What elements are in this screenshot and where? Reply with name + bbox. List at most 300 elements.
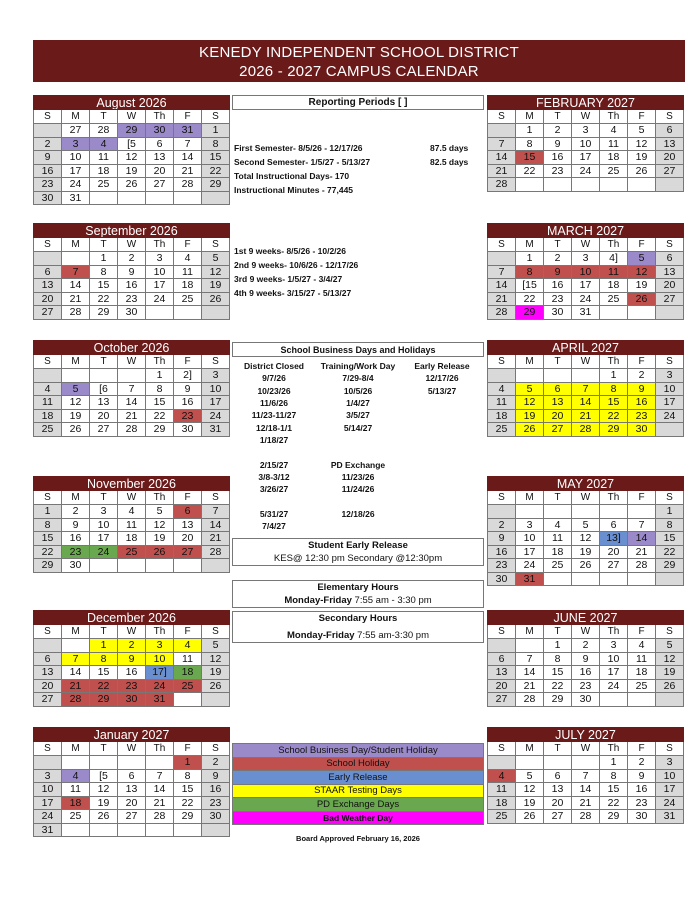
day-cell: 2 <box>572 639 600 653</box>
day-cell: 3 <box>62 137 90 151</box>
day-cell: 2 <box>118 639 146 653</box>
nine-weeks-3: 3rd 9 weeks- 1/5/27 - 3/4/27 <box>234 274 343 284</box>
weekday-header: Th <box>146 238 174 252</box>
weekday-header: T <box>544 625 572 639</box>
month-title: APRIL 2027 <box>488 341 684 355</box>
day-cell: 30 <box>118 306 146 320</box>
day-cell: 21 <box>488 292 516 306</box>
day-cell: 22 <box>656 545 684 559</box>
day-cell: 7 <box>174 137 202 151</box>
day-cell: 24 <box>572 292 600 306</box>
weekday-header: S <box>488 625 516 639</box>
day-cell: [5 <box>118 137 146 151</box>
day-cell: 21 <box>146 796 174 810</box>
weekday-header: M <box>516 110 544 124</box>
day-cell <box>544 369 572 383</box>
weekday-header: Th <box>600 491 628 505</box>
weekday-header: M <box>516 238 544 252</box>
day-cell <box>600 505 628 519</box>
day-cell <box>62 823 90 837</box>
day-cell <box>34 756 62 770</box>
calendar-title: 2026 - 2027 CAMPUS CALENDAR <box>239 63 479 80</box>
day-cell: 7 <box>488 265 516 279</box>
day-cell: 7 <box>572 382 600 396</box>
day-cell: 26 <box>62 423 90 437</box>
day-cell: 29 <box>118 124 146 138</box>
day-cell: 9 <box>544 265 572 279</box>
business-cell: 12/18/26 <box>341 508 375 519</box>
day-cell: 12 <box>572 532 600 546</box>
legend-item: School Business Day/Student Holiday <box>233 744 484 758</box>
day-cell: 11 <box>118 518 146 532</box>
day-cell <box>488 124 516 138</box>
day-cell: 19 <box>656 666 684 680</box>
day-cell <box>628 178 656 192</box>
day-cell: 8 <box>34 518 62 532</box>
business-cell <box>316 446 400 458</box>
day-cell: 12 <box>656 652 684 666</box>
day-cell: 8 <box>516 265 544 279</box>
day-cell: 25 <box>118 545 146 559</box>
day-cell: 20 <box>544 409 572 423</box>
weekday-header: M <box>516 742 544 756</box>
day-cell: 3 <box>34 769 62 783</box>
day-cell: 17 <box>600 666 628 680</box>
weekday-header: S <box>34 110 62 124</box>
business-cell <box>400 421 484 433</box>
day-cell: 2 <box>488 518 516 532</box>
day-cell: 26 <box>656 679 684 693</box>
legend-item: Bad Weather Day <box>233 811 484 825</box>
day-cell: 28 <box>62 693 90 707</box>
day-cell: 29 <box>34 559 62 573</box>
weekday-header: S <box>656 355 684 369</box>
day-cell: 17 <box>656 396 684 410</box>
day-cell: 28 <box>174 178 202 192</box>
day-cell: 6 <box>34 265 62 279</box>
business-cell: 11/6/26 <box>260 398 288 409</box>
business-cell <box>400 397 484 409</box>
day-cell: 21 <box>516 679 544 693</box>
weekday-header: W <box>118 742 146 756</box>
day-cell <box>174 191 202 205</box>
day-cell: 8 <box>516 137 544 151</box>
day-cell: 18 <box>628 666 656 680</box>
business-cell: 9/7/26 <box>262 373 286 384</box>
day-cell: 17 <box>516 545 544 559</box>
day-cell: 10 <box>146 652 174 666</box>
day-cell: 5 <box>146 505 174 519</box>
day-cell: 18 <box>174 279 202 293</box>
day-cell: 3 <box>516 518 544 532</box>
weekday-header: F <box>628 625 656 639</box>
weekday-header: Th <box>600 238 628 252</box>
day-cell: 15 <box>90 279 118 293</box>
day-cell: 12 <box>202 265 230 279</box>
day-cell: 15 <box>90 666 118 680</box>
day-cell: 27 <box>656 292 684 306</box>
day-cell: 14 <box>488 279 516 293</box>
day-cell: 9 <box>202 769 230 783</box>
day-cell: 12 <box>118 151 146 165</box>
weekday-header: T <box>90 355 118 369</box>
day-cell: 13 <box>656 265 684 279</box>
day-cell <box>174 559 202 573</box>
day-cell <box>544 572 572 586</box>
weekday-header: T <box>544 742 572 756</box>
day-cell: 27 <box>62 124 90 138</box>
day-cell: 12 <box>628 265 656 279</box>
day-cell <box>572 178 600 192</box>
day-cell: 22 <box>516 164 544 178</box>
weekday-header: T <box>90 491 118 505</box>
weekday-header: S <box>656 491 684 505</box>
day-cell: 16 <box>544 279 572 293</box>
weekday-header: M <box>62 625 90 639</box>
day-cell: 30 <box>174 423 202 437</box>
day-cell <box>572 505 600 519</box>
day-cell: 9 <box>572 652 600 666</box>
day-cell: 1 <box>656 505 684 519</box>
day-cell: 5 <box>202 252 230 266</box>
day-cell: 2 <box>202 756 230 770</box>
business-cell: 11/23/26 <box>341 471 375 482</box>
month-april-2027 <box>487 340 684 437</box>
day-cell: 26 <box>146 545 174 559</box>
day-cell: [6 <box>90 382 118 396</box>
weekday-header: M <box>62 742 90 756</box>
day-cell: 2 <box>62 505 90 519</box>
day-cell: 26 <box>572 559 600 573</box>
day-cell: 5 <box>62 382 90 396</box>
month-title: January 2027 <box>34 728 230 742</box>
month-title: JUNE 2027 <box>488 611 684 625</box>
business-cell: 7/4/27 <box>262 521 286 531</box>
day-cell: 19 <box>516 409 544 423</box>
day-cell: 31 <box>62 191 90 205</box>
day-cell: 15 <box>174 783 202 797</box>
day-cell: 24 <box>34 810 62 824</box>
day-cell: 10 <box>656 382 684 396</box>
weekday-header: S <box>202 238 230 252</box>
day-cell: 18 <box>34 409 62 423</box>
first-semester-days: 87.5 days <box>430 143 469 153</box>
day-cell: 9 <box>174 382 202 396</box>
weekday-header: Th <box>600 110 628 124</box>
day-cell: 14 <box>572 396 600 410</box>
day-cell: 21 <box>488 164 516 178</box>
day-cell: 18 <box>600 151 628 165</box>
day-cell: 24 <box>62 178 90 192</box>
business-cell: 3/26/27 <box>259 484 289 495</box>
weekday-header: T <box>90 625 118 639</box>
secondary-hours <box>232 611 484 643</box>
day-cell: 7 <box>62 265 90 279</box>
day-cell: 18 <box>544 545 572 559</box>
day-cell: 25 <box>488 423 516 437</box>
day-cell: 7 <box>516 652 544 666</box>
day-cell: 4 <box>628 639 656 653</box>
day-cell: 2 <box>34 137 62 151</box>
day-cell: 30 <box>118 693 146 707</box>
elementary-hours-time: 7:55 am - 3:30 pm <box>351 595 432 606</box>
day-cell <box>146 823 174 837</box>
day-cell: 10 <box>90 518 118 532</box>
day-cell <box>118 191 146 205</box>
day-cell: 7 <box>62 652 90 666</box>
day-cell: 22 <box>600 796 628 810</box>
business-cell <box>400 471 484 483</box>
day-cell <box>656 423 684 437</box>
month-august-2026 <box>33 95 230 205</box>
day-cell <box>146 756 174 770</box>
weekday-header: F <box>174 238 202 252</box>
day-cell: 24 <box>202 409 230 423</box>
day-cell: 14 <box>488 151 516 165</box>
day-cell: 9 <box>544 137 572 151</box>
day-cell: 10 <box>516 532 544 546</box>
day-cell: 28 <box>90 124 118 138</box>
day-cell: 3 <box>202 369 230 383</box>
day-cell: 10 <box>62 151 90 165</box>
business-cell <box>400 409 484 421</box>
day-cell <box>516 505 544 519</box>
day-cell: 4 <box>544 518 572 532</box>
day-cell: 25 <box>174 679 202 693</box>
day-cell <box>600 178 628 192</box>
day-cell: 7 <box>202 505 230 519</box>
day-cell: 11 <box>174 652 202 666</box>
weekday-header: F <box>174 355 202 369</box>
day-cell: 10 <box>34 783 62 797</box>
day-cell: 18 <box>488 796 516 810</box>
day-cell: 4 <box>34 382 62 396</box>
day-cell: 23 <box>628 409 656 423</box>
day-cell: 22 <box>90 679 118 693</box>
day-cell: 19 <box>202 666 230 680</box>
nine-weeks-2: 2nd 9 weeks- 10/6/26 - 12/17/26 <box>234 260 359 270</box>
day-cell: 20 <box>146 164 174 178</box>
day-cell: 28 <box>118 423 146 437</box>
day-cell: 20 <box>118 796 146 810</box>
day-cell: 23 <box>544 164 572 178</box>
day-cell: 17 <box>34 796 62 810</box>
day-cell <box>600 693 628 707</box>
day-cell: 6 <box>34 652 62 666</box>
day-cell: 19 <box>628 279 656 293</box>
elementary-hours <box>232 580 484 608</box>
day-cell: 23 <box>174 409 202 423</box>
business-cell: 1/18/27 <box>259 434 289 445</box>
day-cell: 25 <box>600 292 628 306</box>
day-cell <box>488 369 516 383</box>
day-cell <box>628 306 656 320</box>
weekday-header: T <box>544 491 572 505</box>
business-cell: 3/8-3/12 <box>258 471 290 482</box>
month-june-2027 <box>487 610 684 707</box>
day-cell: 15 <box>146 396 174 410</box>
weekday-header: Th <box>146 355 174 369</box>
day-cell <box>572 756 600 770</box>
month-title: MARCH 2027 <box>488 224 684 238</box>
secondary-hours-time: 7:55 am-3:30 pm <box>354 630 430 641</box>
student-early-text: KES@ 12:30 pm Secondary @12:30pm <box>273 553 443 564</box>
day-cell <box>516 756 544 770</box>
day-cell: 28 <box>516 693 544 707</box>
day-cell: 14 <box>146 783 174 797</box>
weekday-header: Th <box>146 110 174 124</box>
day-cell: 19 <box>202 279 230 293</box>
day-cell: 9 <box>118 265 146 279</box>
day-cell: 15 <box>656 532 684 546</box>
day-cell: 8 <box>600 769 628 783</box>
weekday-header: W <box>572 355 600 369</box>
day-cell: 24 <box>146 679 174 693</box>
day-cell: 4 <box>600 124 628 138</box>
weekday-header: M <box>516 491 544 505</box>
day-cell: 24 <box>656 796 684 810</box>
business-cell <box>232 495 316 507</box>
day-cell <box>34 369 62 383</box>
day-cell: 17] <box>146 666 174 680</box>
day-cell <box>628 505 656 519</box>
day-cell: 18 <box>90 164 118 178</box>
day-cell: 7 <box>572 769 600 783</box>
day-cell <box>656 178 684 192</box>
business-cell <box>400 520 484 532</box>
day-cell: 16 <box>118 666 146 680</box>
day-cell <box>202 693 230 707</box>
day-cell: 22 <box>146 409 174 423</box>
day-cell: 14 <box>516 666 544 680</box>
day-cell: 20 <box>488 679 516 693</box>
day-cell: 6 <box>544 769 572 783</box>
month-title: December 2026 <box>34 611 230 625</box>
business-header: Training/Work Day <box>320 361 396 372</box>
reporting-periods-title: Reporting Periods [ ] <box>232 95 484 110</box>
weekday-header: T <box>90 238 118 252</box>
day-cell: 21 <box>572 409 600 423</box>
month-title: November 2026 <box>34 477 230 491</box>
day-cell <box>62 252 90 266</box>
day-cell: 20 <box>656 151 684 165</box>
day-cell: 11 <box>600 265 628 279</box>
day-cell <box>600 306 628 320</box>
nine-weeks-4: 4th 9 weeks- 3/15/27 - 5/13/27 <box>234 288 352 298</box>
month-january-2027 <box>33 727 230 837</box>
day-cell: 7 <box>628 518 656 532</box>
board-approved: Board Approved February 16, 2026 <box>296 834 420 843</box>
day-cell: 23 <box>488 559 516 573</box>
day-cell: 1 <box>516 124 544 138</box>
weekday-header: S <box>34 355 62 369</box>
day-cell: 18 <box>488 409 516 423</box>
day-cell <box>572 572 600 586</box>
business-cell <box>400 434 484 446</box>
day-cell: 9 <box>628 382 656 396</box>
weekday-header: S <box>656 625 684 639</box>
day-cell: 11 <box>174 265 202 279</box>
business-cell <box>316 495 400 507</box>
day-cell: 6 <box>146 137 174 151</box>
business-cell: 10/5/26 <box>343 385 373 396</box>
day-cell: 2 <box>628 756 656 770</box>
day-cell: 22 <box>34 545 62 559</box>
day-cell: 11 <box>488 783 516 797</box>
day-cell <box>516 369 544 383</box>
weekday-header: S <box>202 625 230 639</box>
day-cell: 27 <box>544 810 572 824</box>
day-cell: 5 <box>516 769 544 783</box>
day-cell: 26 <box>202 679 230 693</box>
day-cell: 3 <box>146 639 174 653</box>
day-cell: 31 <box>572 306 600 320</box>
day-cell: 15 <box>544 666 572 680</box>
day-cell: 4 <box>90 137 118 151</box>
day-cell: 2 <box>628 369 656 383</box>
day-cell: 28 <box>572 810 600 824</box>
day-cell <box>118 756 146 770</box>
month-title: October 2026 <box>34 341 230 355</box>
day-cell <box>544 505 572 519</box>
day-cell: 26 <box>628 164 656 178</box>
business-cell <box>316 520 400 532</box>
day-cell <box>118 559 146 573</box>
day-cell <box>572 369 600 383</box>
first-semester: First Semester- 8/5/26 - 12/17/26 <box>234 143 363 153</box>
day-cell: 29 <box>146 423 174 437</box>
day-cell: 10 <box>202 382 230 396</box>
business-cell: 5/31/27 <box>259 508 289 519</box>
month-december-2026 <box>33 610 230 707</box>
day-cell <box>516 178 544 192</box>
day-cell: 2 <box>118 252 146 266</box>
day-cell: 14 <box>62 279 90 293</box>
day-cell: 25 <box>174 292 202 306</box>
weekday-header: F <box>628 238 656 252</box>
day-cell: 30 <box>488 572 516 586</box>
day-cell: 10 <box>600 652 628 666</box>
day-cell <box>202 306 230 320</box>
business-days-title: School Business Days and Holidays <box>232 342 484 357</box>
day-cell: 28 <box>628 559 656 573</box>
day-cell: 25 <box>628 679 656 693</box>
day-cell: 25 <box>544 559 572 573</box>
day-cell: 16 <box>62 532 90 546</box>
day-cell: 13 <box>544 783 572 797</box>
day-cell: 10 <box>572 137 600 151</box>
day-cell <box>34 639 62 653</box>
day-cell: 6 <box>544 382 572 396</box>
day-cell: 22 <box>600 409 628 423</box>
day-cell: 26 <box>628 292 656 306</box>
day-cell: 14 <box>174 151 202 165</box>
day-cell: 17 <box>62 164 90 178</box>
month-march-2027 <box>487 223 684 320</box>
day-cell: 5 <box>572 518 600 532</box>
day-cell <box>174 306 202 320</box>
day-cell: 3 <box>600 639 628 653</box>
day-cell: 11 <box>488 396 516 410</box>
weekday-header: S <box>656 110 684 124</box>
weekday-header: F <box>174 110 202 124</box>
day-cell: 13 <box>174 518 202 532</box>
weekday-header: M <box>62 491 90 505</box>
day-cell <box>62 756 90 770</box>
day-cell: 21 <box>202 532 230 546</box>
day-cell: 7 <box>488 137 516 151</box>
weekday-header: W <box>118 110 146 124</box>
